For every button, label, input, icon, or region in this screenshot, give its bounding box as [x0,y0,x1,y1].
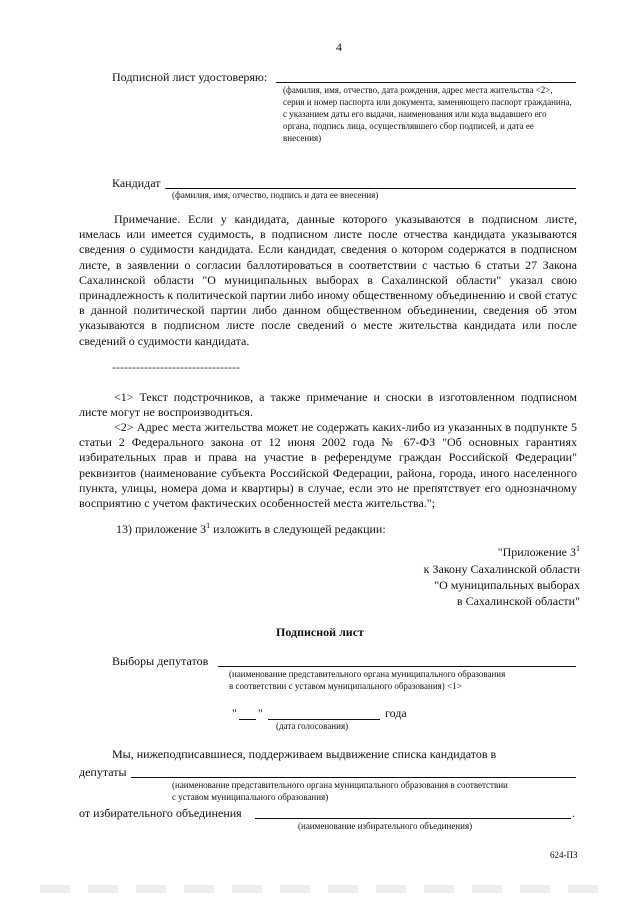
appendix-line-1-text: "Приложение 3 [497,545,576,559]
elections-hint-2: в соответствии с уставом муниципального образования) <1> [229,681,462,691]
candidate-hint: (фамилия, имя, отчество, подпись и дата ее внесения) [172,190,379,200]
support-line-1: Мы, нижеподписавшиеся, поддерживаем выдвижение списка кандидатов в [112,747,497,761]
item-13 [116,522,386,537]
appendix-line-1 [498,545,580,560]
item-13-sup: 1 [206,521,211,530]
doc-code: 624-ПЗ [550,850,578,860]
certify-label: Подписной лист удостоверяю: [112,70,268,84]
appendix-line-3: "О муниципальных выборах [434,578,580,592]
association-end: . [572,806,575,820]
elections-hint-1: (наименование представительного органа муниципального образования [229,669,506,679]
footnote-2: <2> Адрес места жительства может не содержать каких-либо из указанных в подпункте 5 статьи 2 Федерального закона от 12 июня 2002 года № 67-ФЗ "Об основных гарантиях избирательных прав и права на участие в референдуме граждан Российской Федерации" реквизитов (наименование субъекта Российской Федерации, района, города, иного населенного пункта, улицы, номера дома и квартиры) в случае, если это не препятствует его однозначному восприятию с учетом фактических особенностей места жительства."; [79,420,577,511]
elections-fill-line [218,666,576,667]
association-hint: (наименование избирательного объединения) [298,821,473,831]
appendix-line-1-sup: 1 [576,544,580,553]
support-fill-line [131,777,576,778]
date-quote-close: " [258,706,263,720]
item-13-before: 13) приложение 3 [116,522,207,536]
certify-fill-line [276,82,576,83]
separator: -------------------------------- [112,360,240,374]
appendix-line-4: в Сахалинской области" [456,594,580,608]
date-quote-open: " [232,706,237,720]
certify-hint: (фамилия, имя, отчество, дата рождения, адрес места жительства <2>, серия и номер паспорта или документа, заменяющего паспорт гражданина, с указанием даты его выдачи, наименования или кода выдавшего его органа, подпись лица, осуществлявшего сбор подписей, и дата ее внесения) [283,85,572,143]
support-hint-2: с уставом муниципального образования) [172,792,329,802]
association-label: от избирательного объединения [79,806,242,820]
scan-noise-strip [40,885,600,893]
association-fill-line [255,818,571,819]
candidate-label: Кандидат [112,176,161,190]
date-hint: (дата голосования) [276,721,349,731]
elections-label: Выборы депутатов [112,654,209,668]
date-year-word: года [385,706,407,720]
support-hint-1: (наименование представительного органа муниципального образования в соответствии [172,780,508,790]
appendix-line-2: к Закону Сахалинской области [423,562,580,576]
form-title: Подписной лист [276,625,364,639]
footnote-1: <1> Текст подстрочников, а также примечание и сноски в изготовленном подписном листе могут не воспроизводиться. [79,390,577,420]
date-day-line [239,719,256,720]
page-number: 4 [336,40,342,54]
support-label: депутаты [79,765,127,779]
item-13-after: изложить в следующей редакции: [210,522,386,536]
note-paragraph: Примечание. Если у кандидата, данные которого указываются в подписном листе, имелась или имеется судимость, в подписном листе после отчества кандидата указываются сведения о судимости кандидата. Если кандидат, сведения о котором содержатся в подписном листе, в заявлении о согласии баллотироваться в соответствии с частью 6 статьи 27 Закона Сахалинской области "О муниципальных выборах в Сахалинской области" указал свою принадлежность к политической партии либо иному общественному объединению и свой статус в данной политической партии либо данном общественном объединении, сведения об этом указываются в подписном листе после сведений о месте жительства кандидата или после сведений о судимости кандидата. [79,212,577,348]
